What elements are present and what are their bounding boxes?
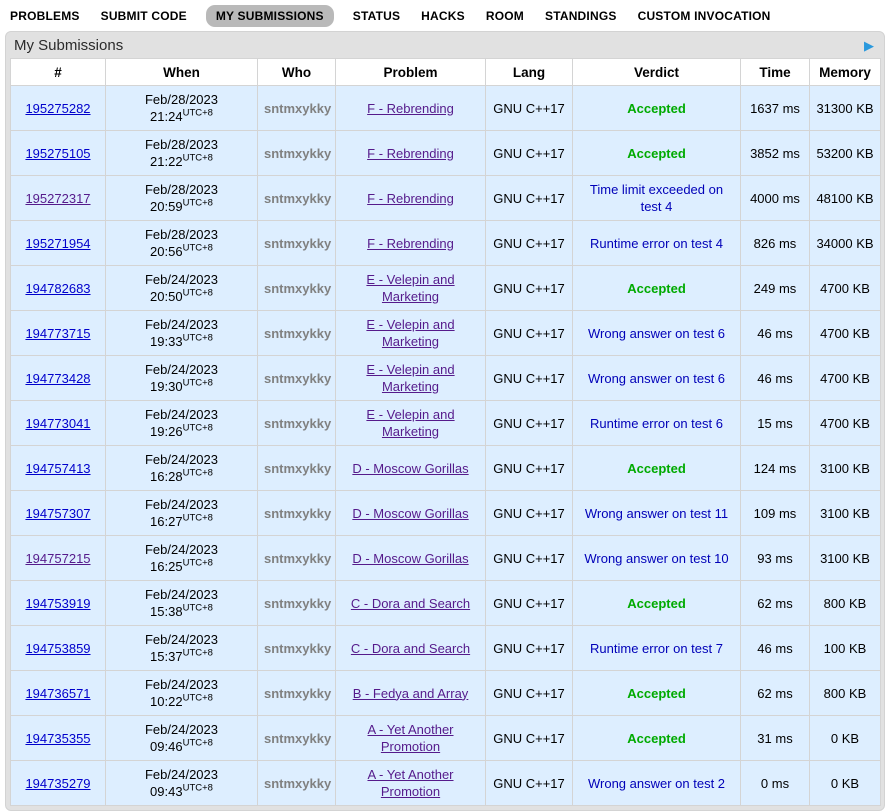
problem-link[interactable]: E - Velepin and Marketing — [366, 362, 455, 394]
submission-date: Feb/24/2023 — [144, 587, 218, 602]
submission-id-link[interactable]: 194757413 — [25, 460, 91, 476]
problem-link[interactable]: E - Velepin and Marketing — [366, 272, 455, 304]
timezone-label: UTC+8 — [182, 287, 213, 299]
who-cell — [258, 356, 336, 401]
memory-cell: 100 KB — [810, 626, 881, 671]
timezone-label: UTC+8 — [182, 152, 213, 164]
verdict-cell — [573, 266, 741, 311]
submission-id-link[interactable]: 194735279 — [25, 775, 91, 791]
when-cell — [106, 131, 258, 176]
table-row — [11, 86, 881, 131]
user-link[interactable]: sntmxykky — [264, 595, 332, 611]
submission-time: $15:38^{UTC+8}$ — [150, 602, 213, 619]
submission-id-cell — [11, 716, 106, 761]
memory-cell: 3100 KB — [810, 491, 881, 536]
who-cell — [258, 671, 336, 716]
submission-id-cell — [11, 491, 106, 536]
submission-id-link[interactable]: 194735355 — [25, 730, 91, 746]
lang-cell: GNU C++17 — [486, 716, 573, 761]
user-link[interactable]: sntmxykky — [264, 190, 332, 206]
user-link[interactable]: sntmxykky — [264, 730, 332, 746]
column-header: Who — [258, 59, 336, 86]
submission-time: $20:50^{UTC+8}$ — [150, 287, 213, 304]
lang-cell: GNU C++17 — [486, 761, 573, 806]
memory-cell: 3100 KB — [810, 446, 881, 491]
time-cell: 3852 ms — [741, 131, 810, 176]
problem-cell — [336, 266, 486, 311]
when-cell — [106, 311, 258, 356]
verdict-text[interactable]: Accepted — [627, 685, 686, 701]
user-link[interactable]: sntmxykky — [264, 370, 332, 386]
time-cell: 826 ms — [741, 221, 810, 266]
nav-tab-custom-invocation[interactable]: CUSTOM INVOCATION — [637, 9, 771, 23]
lang-cell: GNU C++17 — [486, 401, 573, 446]
problem-cell — [336, 761, 486, 806]
submission-id-link[interactable]: 195275105 — [25, 145, 91, 161]
who-cell — [258, 536, 336, 581]
submission-time: $20:59^{UTC+8}$ — [150, 197, 213, 214]
column-header: Memory — [810, 59, 881, 86]
submission-date: Feb/28/2023 — [144, 92, 218, 107]
memory-cell: 53200 KB — [810, 131, 881, 176]
submission-date: Feb/24/2023 — [144, 452, 218, 467]
who-cell — [258, 266, 336, 311]
problem-link[interactable]: A - Yet Another Promotion — [367, 767, 454, 799]
who-cell — [258, 761, 336, 806]
lang-cell: GNU C++17 — [486, 446, 573, 491]
verdict-cell — [573, 626, 741, 671]
lang-cell: GNU C++17 — [486, 176, 573, 221]
submission-time: $19:33^{UTC+8}$ — [150, 332, 213, 349]
submission-time: $16:27^{UTC+8}$ — [150, 512, 213, 529]
problem-cell — [336, 626, 486, 671]
memory-cell: 0 KB — [810, 716, 881, 761]
lang-cell: GNU C++17 — [486, 626, 573, 671]
time-cell: 93 ms — [741, 536, 810, 581]
user-link[interactable]: sntmxykky — [264, 775, 332, 791]
table-row — [11, 356, 881, 401]
memory-cell: 31300 KB — [810, 86, 881, 131]
verdict-text[interactable]: Accepted — [627, 595, 686, 611]
time-cell: 124 ms — [741, 446, 810, 491]
problem-link[interactable]: C - Dora and Search — [350, 595, 471, 611]
column-header: When — [106, 59, 258, 86]
when-cell — [106, 86, 258, 131]
table-row — [11, 716, 881, 761]
nav-tab-my-submissions[interactable]: MY SUBMISSIONS — [206, 5, 334, 27]
contest-nav — [0, 0, 890, 30]
submission-id-cell — [11, 581, 106, 626]
verdict-cell — [573, 761, 741, 806]
verdict-text[interactable]: Wrong answer on test 2 — [587, 775, 726, 791]
who-cell — [258, 311, 336, 356]
submission-date: Feb/24/2023 — [144, 632, 218, 647]
column-header: Problem — [336, 59, 486, 86]
problem-cell — [336, 446, 486, 491]
user-link[interactable]: sntmxykky — [264, 550, 332, 566]
table-row — [11, 581, 881, 626]
timezone-label: UTC+8 — [182, 602, 213, 614]
when-cell — [106, 716, 258, 761]
submission-id-link[interactable]: 194782683 — [25, 280, 91, 296]
problem-link[interactable]: C - Dora and Search — [350, 640, 471, 656]
panel-title: My Submissions — [14, 37, 124, 54]
verdict-text[interactable]: Wrong answer on test 6 — [587, 325, 726, 341]
problem-cell — [336, 671, 486, 716]
submission-id-cell — [11, 356, 106, 401]
memory-cell: 48100 KB — [810, 176, 881, 221]
when-cell — [106, 626, 258, 671]
table-header — [11, 59, 881, 86]
timezone-label: UTC+8 — [182, 647, 213, 659]
submission-id-cell — [11, 536, 106, 581]
user-link[interactable]: sntmxykky — [264, 145, 332, 161]
submission-id-cell — [11, 311, 106, 356]
memory-cell: 800 KB — [810, 581, 881, 626]
verdict-text[interactable]: Runtime error on test 7 — [590, 640, 723, 656]
verdict-text[interactable]: Wrong answer on test 6 — [587, 370, 726, 386]
table-row — [11, 491, 881, 536]
submission-id-link[interactable]: 194736571 — [25, 685, 91, 701]
who-cell — [258, 401, 336, 446]
submission-time: $21:22^{UTC+8}$ — [150, 152, 213, 169]
verdict-cell — [573, 491, 741, 536]
table-row — [11, 761, 881, 806]
time-cell: 31 ms — [741, 716, 810, 761]
submission-time: $16:28^{UTC+8}$ — [150, 467, 213, 484]
submission-id-cell — [11, 86, 106, 131]
user-link[interactable]: sntmxykky — [264, 640, 332, 656]
submission-time: $21:24^{UTC+8}$ — [150, 107, 213, 124]
who-cell — [258, 716, 336, 761]
verdict-cell — [573, 176, 741, 221]
table-row — [11, 446, 881, 491]
my-submissions-panel — [5, 31, 885, 811]
submission-time: $16:25^{UTC+8}$ — [150, 557, 213, 574]
nav-tab-standings[interactable]: STANDINGS — [544, 9, 617, 23]
problem-cell — [336, 311, 486, 356]
problem-cell — [336, 131, 486, 176]
who-cell — [258, 86, 336, 131]
submission-id-link[interactable]: 195271954 — [25, 235, 91, 251]
submission-id-link[interactable]: 194757307 — [25, 505, 91, 521]
problem-cell — [336, 401, 486, 446]
user-link[interactable]: sntmxykky — [264, 235, 332, 251]
collapse-panel-arrow-icon[interactable]: ▶ — [864, 38, 874, 53]
verdict-cell — [573, 356, 741, 401]
problem-link[interactable]: E - Velepin and Marketing — [366, 317, 455, 349]
table-row — [11, 131, 881, 176]
memory-cell: 800 KB — [810, 671, 881, 716]
who-cell — [258, 491, 336, 536]
submission-date: Feb/24/2023 — [144, 497, 218, 512]
verdict-text[interactable]: Accepted — [627, 280, 686, 296]
submission-date: Feb/24/2023 — [144, 362, 218, 377]
memory-cell: 3100 KB — [810, 536, 881, 581]
timezone-label: UTC+8 — [182, 422, 213, 434]
problem-link[interactable]: F - Rebrending — [367, 190, 454, 206]
memory-cell: 4700 KB — [810, 266, 881, 311]
column-header: Verdict — [573, 59, 741, 86]
submission-time: $20:56^{UTC+8}$ — [150, 242, 213, 259]
problem-link[interactable]: F - Rebrending — [367, 100, 454, 116]
user-link[interactable]: sntmxykky — [264, 460, 332, 476]
when-cell — [106, 581, 258, 626]
time-cell: 46 ms — [741, 311, 810, 356]
timezone-label: UTC+8 — [182, 692, 213, 704]
problem-cell — [336, 86, 486, 131]
memory-cell: 0 KB — [810, 761, 881, 806]
problem-link[interactable]: D - Moscow Gorillas — [352, 460, 469, 476]
verdict-cell — [573, 671, 741, 716]
problem-link[interactable]: E - Velepin and Marketing — [366, 407, 455, 439]
submission-id-cell — [11, 626, 106, 671]
submission-id-link[interactable]: 194773715 — [25, 325, 91, 341]
when-cell — [106, 221, 258, 266]
lang-cell: GNU C++17 — [486, 266, 573, 311]
timezone-label: UTC+8 — [182, 737, 213, 749]
timezone-label: UTC+8 — [182, 512, 213, 524]
submission-time: $09:46^{UTC+8}$ — [150, 737, 213, 754]
lang-cell: GNU C++17 — [486, 491, 573, 536]
when-cell — [106, 671, 258, 716]
lang-cell: GNU C++17 — [486, 131, 573, 176]
problem-cell — [336, 581, 486, 626]
submission-id-cell — [11, 446, 106, 491]
time-cell: 15 ms — [741, 401, 810, 446]
time-cell: 1637 ms — [741, 86, 810, 131]
verdict-cell — [573, 401, 741, 446]
user-link[interactable]: sntmxykky — [264, 685, 332, 701]
verdict-cell — [573, 536, 741, 581]
when-cell — [106, 401, 258, 446]
when-cell — [106, 266, 258, 311]
memory-cell: 4700 KB — [810, 356, 881, 401]
table-row — [11, 626, 881, 671]
verdict-text[interactable]: Wrong answer on test 11 — [584, 505, 729, 521]
problem-cell — [336, 356, 486, 401]
who-cell — [258, 176, 336, 221]
timezone-label: UTC+8 — [182, 377, 213, 389]
problem-link[interactable]: D - Moscow Gorillas — [352, 505, 469, 521]
problem-cell — [336, 536, 486, 581]
submission-date: Feb/24/2023 — [144, 317, 218, 332]
who-cell — [258, 221, 336, 266]
user-link[interactable]: sntmxykky — [264, 280, 332, 296]
who-cell — [258, 131, 336, 176]
verdict-cell — [573, 311, 741, 356]
verdict-text[interactable]: Runtime error on test 6 — [590, 415, 723, 431]
lang-cell: GNU C++17 — [486, 311, 573, 356]
verdict-cell — [573, 221, 741, 266]
submission-id-link[interactable]: 194753859 — [25, 640, 91, 656]
verdict-text[interactable]: Accepted — [627, 460, 686, 476]
verdict-cell — [573, 446, 741, 491]
time-cell: 249 ms — [741, 266, 810, 311]
verdict-text[interactable]: Runtime error on test 4 — [590, 235, 723, 251]
time-cell: 4000 ms — [741, 176, 810, 221]
lang-cell: GNU C++17 — [486, 581, 573, 626]
timezone-label: UTC+8 — [182, 242, 213, 254]
submissions-table — [10, 58, 881, 806]
problem-link[interactable]: F - Rebrending — [367, 235, 454, 251]
time-cell: 0 ms — [741, 761, 810, 806]
lang-cell: GNU C++17 — [486, 671, 573, 716]
lang-cell: GNU C++17 — [486, 86, 573, 131]
submission-time: $15:37^{UTC+8}$ — [150, 647, 213, 664]
nav-tab-room[interactable]: ROOM — [485, 9, 524, 23]
verdict-text[interactable]: Time limit exceeded on test 4 — [589, 182, 724, 214]
submission-date: Feb/24/2023 — [144, 677, 218, 692]
when-cell — [106, 536, 258, 581]
lang-cell: GNU C++17 — [486, 356, 573, 401]
submission-id-cell — [11, 761, 106, 806]
when-cell — [106, 356, 258, 401]
submission-date: Feb/24/2023 — [144, 407, 218, 422]
memory-cell: 34000 KB — [810, 221, 881, 266]
submission-date: Feb/24/2023 — [144, 272, 218, 287]
submission-date: Feb/28/2023 — [144, 182, 218, 197]
column-header: Lang — [486, 59, 573, 86]
problem-cell — [336, 716, 486, 761]
user-link[interactable]: sntmxykky — [264, 100, 332, 116]
when-cell — [106, 761, 258, 806]
problem-link[interactable]: D - Moscow Gorillas — [352, 550, 469, 566]
table-row — [11, 176, 881, 221]
problem-link[interactable]: A - Yet Another Promotion — [367, 722, 454, 754]
submission-id-link[interactable]: 194753919 — [25, 595, 91, 611]
time-cell: 62 ms — [741, 671, 810, 716]
time-cell: 46 ms — [741, 626, 810, 671]
table-row — [11, 671, 881, 716]
submission-id-cell — [11, 401, 106, 446]
submission-id-cell — [11, 176, 106, 221]
submission-id-link[interactable]: 195275282 — [25, 100, 91, 116]
who-cell — [258, 446, 336, 491]
user-link[interactable]: sntmxykky — [264, 325, 332, 341]
table-row — [11, 536, 881, 581]
submission-id-link[interactable]: 194773428 — [25, 370, 91, 386]
verdict-text[interactable]: Accepted — [627, 730, 686, 746]
problem-cell — [336, 176, 486, 221]
when-cell — [106, 446, 258, 491]
who-cell — [258, 581, 336, 626]
timezone-label: UTC+8 — [182, 557, 213, 569]
memory-cell: 4700 KB — [810, 311, 881, 356]
timezone-label: UTC+8 — [182, 197, 213, 209]
who-cell — [258, 626, 336, 671]
submission-date: Feb/28/2023 — [144, 227, 218, 242]
submission-id-link[interactable]: 194773041 — [25, 415, 91, 431]
timezone-label: UTC+8 — [182, 467, 213, 479]
submission-time: $19:30^{UTC+8}$ — [150, 377, 213, 394]
user-link[interactable]: sntmxykky — [264, 505, 332, 521]
submission-id-link[interactable]: 194757215 — [25, 550, 91, 566]
time-cell: 62 ms — [741, 581, 810, 626]
submission-id-cell — [11, 221, 106, 266]
timezone-label: UTC+8 — [182, 107, 213, 119]
submission-id-cell — [11, 131, 106, 176]
submission-date: Feb/28/2023 — [144, 137, 218, 152]
time-cell: 46 ms — [741, 356, 810, 401]
verdict-cell — [573, 86, 741, 131]
when-cell — [106, 491, 258, 536]
column-header: Time — [741, 59, 810, 86]
table-row — [11, 266, 881, 311]
timezone-label: UTC+8 — [182, 332, 213, 344]
verdict-text[interactable]: Accepted — [627, 100, 686, 116]
timezone-label: UTC+8 — [182, 782, 213, 794]
nav-tab-problems[interactable]: PROBLEMS — [10, 9, 80, 23]
submission-id-link[interactable]: 195272317 — [25, 190, 91, 206]
submission-time: $10:22^{UTC+8}$ — [150, 692, 213, 709]
submission-id-cell — [11, 266, 106, 311]
verdict-text[interactable]: Accepted — [627, 145, 686, 161]
lang-cell: GNU C++17 — [486, 221, 573, 266]
time-cell: 109 ms — [741, 491, 810, 536]
panel-caption — [10, 32, 880, 58]
verdict-cell — [573, 581, 741, 626]
problem-cell — [336, 491, 486, 536]
user-link[interactable]: sntmxykky — [264, 415, 332, 431]
submission-time: $19:26^{UTC+8}$ — [150, 422, 213, 439]
problem-link[interactable]: F - Rebrending — [367, 145, 454, 161]
when-cell — [106, 176, 258, 221]
nav-tab-submit-code[interactable]: SUBMIT CODE — [100, 9, 187, 23]
verdict-text[interactable]: Wrong answer on test 10 — [584, 550, 729, 566]
submission-date: Feb/24/2023 — [144, 542, 218, 557]
submission-time: $09:43^{UTC+8}$ — [150, 782, 213, 799]
nav-tab-status[interactable]: STATUS — [352, 9, 401, 23]
nav-tab-hacks[interactable]: HACKS — [421, 9, 465, 23]
lang-cell: GNU C++17 — [486, 536, 573, 581]
submission-id-cell — [11, 671, 106, 716]
table-row — [11, 311, 881, 356]
table-row — [11, 401, 881, 446]
verdict-cell — [573, 131, 741, 176]
problem-link[interactable]: B - Fedya and Array — [352, 685, 469, 701]
verdict-cell — [573, 716, 741, 761]
column-header: # — [11, 59, 106, 86]
submission-date: Feb/24/2023 — [144, 722, 218, 737]
submission-date: Feb/24/2023 — [144, 767, 218, 782]
memory-cell: 4700 KB — [810, 401, 881, 446]
problem-cell — [336, 221, 486, 266]
table-row — [11, 221, 881, 266]
